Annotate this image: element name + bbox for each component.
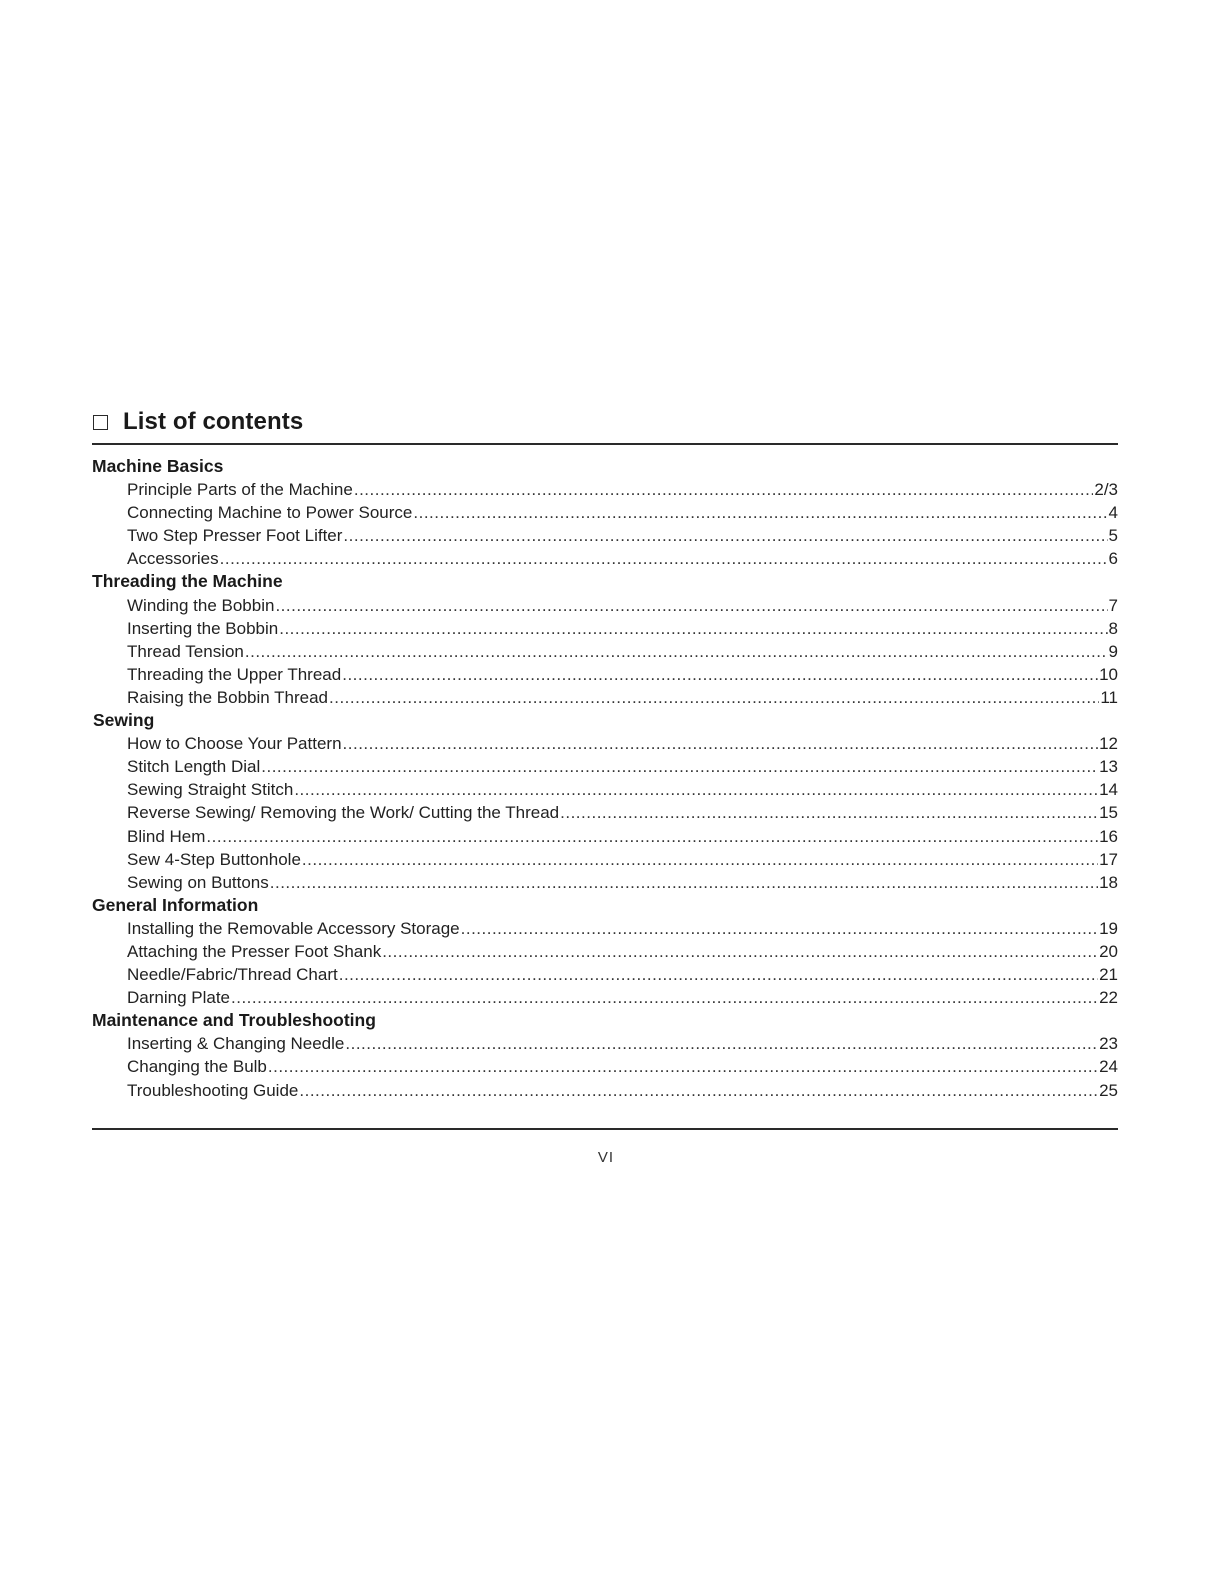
dot-leader: [220, 547, 1108, 570]
dot-leader: [299, 1079, 1098, 1102]
checkbox-icon: [93, 415, 108, 430]
toc-entry-page: 22: [1099, 988, 1118, 1008]
toc-entry-title: Principle Parts of the Machine: [127, 480, 353, 500]
toc-entry-title: Raising the Bobbin Thread: [127, 687, 328, 707]
toc-entry-page: 23: [1099, 1034, 1118, 1054]
toc-entry[interactable]: [92, 640, 1118, 663]
toc-entry[interactable]: [92, 825, 1118, 848]
toc-entry[interactable]: [92, 732, 1118, 755]
toc-entry[interactable]: [92, 801, 1118, 824]
dot-leader: [279, 617, 1107, 640]
page-title: List of contents: [123, 408, 304, 435]
toc-entry-title: Needle/Fabric/Thread Chart: [127, 965, 338, 985]
toc-entry[interactable]: [92, 478, 1118, 501]
toc-entry-page: 7: [1108, 595, 1118, 615]
toc-entry-title: Winding the Bobbin: [127, 595, 275, 615]
toc-entry-title: Changing the Bulb: [127, 1057, 267, 1077]
toc-entry-title: Stitch Length Dial: [127, 757, 261, 777]
toc-entry-title: How to Choose Your Pattern: [127, 734, 342, 754]
toc-entry-page: 19: [1099, 918, 1118, 938]
toc-entry-title: Darning Plate: [127, 988, 231, 1008]
page-number: VI: [597, 1149, 615, 1166]
dot-leader: [245, 640, 1108, 663]
toc-entry[interactable]: [92, 524, 1118, 547]
section-heading: Machine Basics: [92, 456, 224, 476]
toc-entry-page: 25: [1099, 1080, 1118, 1100]
toc-entry-title: Two Step Presser Foot Lifter: [127, 526, 343, 546]
toc-entry-page: 16: [1099, 826, 1118, 846]
toc-entry-title: Inserting the Bobbin: [127, 618, 279, 638]
section-heading: Threading the Machine: [92, 571, 283, 592]
section-heading: General Information: [92, 894, 259, 915]
dot-leader: [560, 801, 1098, 824]
toc-entry[interactable]: [92, 848, 1118, 871]
toc-entry-title: Troubleshooting Guide: [127, 1080, 299, 1100]
dot-leader: [231, 986, 1098, 1009]
toc-entry[interactable]: [92, 547, 1118, 570]
toc-entry-page: 24: [1099, 1057, 1118, 1077]
dot-leader: [270, 871, 1098, 894]
dot-leader: [345, 1032, 1098, 1055]
dot-leader: [302, 848, 1098, 871]
toc-entry-title: Thread Tension: [127, 641, 244, 661]
toc-entry-page: 8: [1108, 618, 1118, 638]
toc-entry[interactable]: [92, 940, 1118, 963]
top-divider: [92, 443, 1118, 445]
toc-entry-page: 10: [1099, 664, 1118, 684]
dot-leader: [382, 940, 1098, 963]
toc-entry[interactable]: [92, 755, 1118, 778]
dot-leader: [354, 478, 1094, 501]
toc-entry-title: Sewing Straight Stitch: [127, 780, 294, 800]
toc-entry[interactable]: [92, 686, 1118, 709]
toc-entry[interactable]: [92, 778, 1118, 801]
toc-entry-title: Sewing on Buttons: [127, 872, 269, 892]
toc-entry-title: Inserting & Changing Needle: [127, 1034, 345, 1054]
toc-entry-title: Connecting Machine to Power Source: [127, 503, 413, 523]
toc-entry-title: Attaching the Presser Foot Shank: [127, 941, 382, 961]
toc-entry-page: 5: [1108, 526, 1118, 546]
toc-entry-title: Threading the Upper Thread: [127, 664, 342, 684]
toc-entry[interactable]: [92, 917, 1118, 940]
toc-entry[interactable]: [92, 501, 1118, 524]
dot-leader: [413, 501, 1107, 524]
dot-leader: [461, 917, 1098, 940]
dot-leader: [343, 732, 1099, 755]
toc-entry[interactable]: [92, 1032, 1118, 1055]
toc-entry-page: 12: [1099, 734, 1118, 754]
dot-leader: [342, 663, 1098, 686]
toc-entry[interactable]: [92, 617, 1118, 640]
toc-entry[interactable]: [92, 1079, 1118, 1102]
dot-leader: [275, 594, 1107, 617]
dot-leader: [339, 963, 1098, 986]
dot-leader: [294, 778, 1098, 801]
toc-entry-page: 9: [1108, 641, 1118, 661]
toc-entry-page: 17: [1099, 849, 1118, 869]
toc-entry-page: 20: [1099, 941, 1118, 961]
dot-leader: [261, 755, 1098, 778]
toc-entry-title: Sew 4-Step Buttonhole: [127, 849, 301, 869]
toc-entry-page: 18: [1099, 872, 1118, 892]
dot-leader: [343, 524, 1107, 547]
toc-entry[interactable]: [92, 1055, 1118, 1078]
title-row: [92, 404, 1118, 440]
toc-entry[interactable]: [92, 663, 1118, 686]
toc-entry-title: Blind Hem: [127, 826, 206, 846]
toc-entry[interactable]: [92, 871, 1118, 894]
contents-page: [92, 404, 1118, 1102]
section-heading: Maintenance and Troubleshooting: [92, 1010, 376, 1031]
toc-entry[interactable]: [92, 594, 1118, 617]
toc-entry-title: Accessories: [127, 549, 219, 569]
toc-entry-title: Installing the Removable Accessory Storage: [127, 918, 460, 938]
toc-entry-page: 13: [1099, 757, 1118, 777]
dot-leader: [329, 686, 1099, 709]
toc-entry-page: 21: [1099, 965, 1118, 985]
toc-entry-page: 2/3: [1094, 480, 1118, 500]
toc-entry-page: 15: [1099, 803, 1118, 823]
toc-entry-title: Reverse Sewing/ Removing the Work/ Cutting the Thread: [127, 803, 560, 823]
table-of-contents: [92, 455, 1118, 1102]
toc-entry-page: 11: [1100, 687, 1118, 707]
toc-entry-page: 14: [1099, 780, 1118, 800]
toc-entry-page: 4: [1108, 503, 1118, 523]
dot-leader: [268, 1055, 1098, 1078]
bottom-divider: [92, 1128, 1118, 1130]
section-heading: Sewing: [93, 710, 155, 731]
toc-entry-page: 6: [1108, 549, 1118, 569]
dot-leader: [206, 825, 1098, 848]
toc-entry[interactable]: [92, 986, 1118, 1009]
toc-entry[interactable]: [92, 963, 1118, 986]
